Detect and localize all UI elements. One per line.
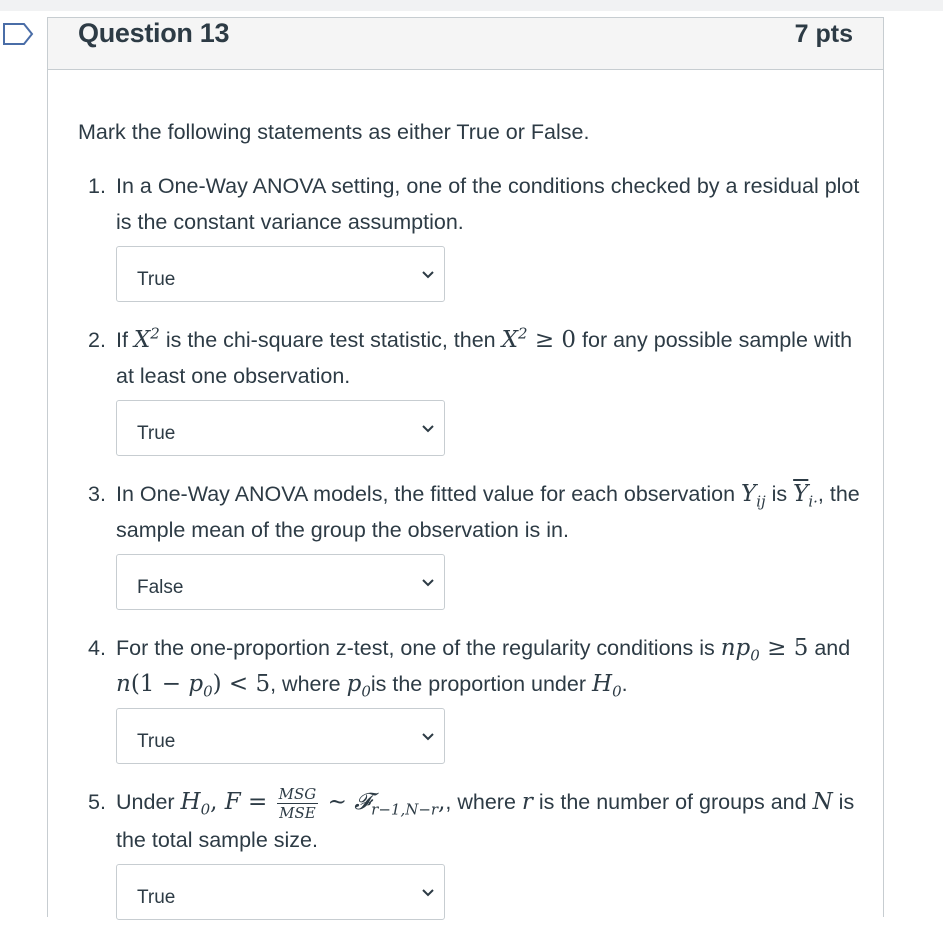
statement-number: 4. — [88, 636, 106, 660]
statement-text: For the one-proportion z-test, one of the regularity conditions is $np_0 \ge 5$ and $n(1 - p_0) < 5$, where $p_0is$ the proportion under $H_0$. — [116, 635, 851, 701]
statement-number: 3. — [88, 482, 106, 506]
chevron-down-icon — [420, 575, 436, 591]
answer-select-2[interactable] — [116, 400, 445, 456]
statement-1 — [88, 168, 868, 302]
question-title: Question 13 — [78, 18, 230, 48]
statement-2 — [88, 322, 868, 456]
statement-list — [88, 168, 868, 940]
answer-select-5[interactable] — [116, 864, 445, 920]
question-header — [48, 18, 883, 70]
statement-number: 1. — [88, 174, 106, 198]
statement-text: In One-Way ANOVA models, the fitted value for each observation $Y_{ij}$ is $\overline{Y}_{i\cdot}$, the sample mean of the group the observation is in. — [116, 481, 860, 542]
selected-value: True — [137, 731, 176, 752]
chevron-down-icon — [420, 885, 436, 901]
statement-text: In a One-Way ANOVA setting, one of the conditions checked by a residual plot is the constant variance assumption. — [116, 174, 860, 234]
statement-4 — [88, 630, 868, 764]
question-card — [47, 17, 884, 917]
statement-5 — [88, 784, 868, 920]
question-points: 7 pts — [794, 20, 853, 48]
answer-select-4[interactable] — [116, 708, 445, 764]
statement-text: Under $H_0$, F = $\frac{\text{MSG}}{\text{MSE}}$ ∼ 𝓕$_{r-1,N-r}$,, where r is the number of groups and N is the total sample size. — [116, 784, 855, 852]
selected-value: False — [137, 577, 184, 598]
statement-3 — [88, 476, 868, 610]
chevron-down-icon — [420, 267, 436, 283]
selected-value: True — [137, 269, 176, 290]
statement-number: 5. — [88, 790, 106, 814]
chevron-down-icon — [420, 729, 436, 745]
chevron-down-icon — [420, 421, 436, 437]
bookmark-icon[interactable] — [2, 22, 34, 46]
answer-select-1[interactable] — [116, 246, 445, 302]
statement-number: 2. — [88, 328, 106, 352]
top-strip — [0, 0, 943, 11]
statement-text: If $X^2$ is the chi-square test statistic, then $X^2 \ge 0$ for any possible sample with at least one observation. — [116, 324, 853, 388]
answer-select-3[interactable] — [116, 554, 445, 610]
selected-value: True — [137, 886, 176, 908]
question-prompt: Mark the following statements as either True or False. — [78, 120, 590, 144]
selected-value: True — [137, 423, 176, 444]
